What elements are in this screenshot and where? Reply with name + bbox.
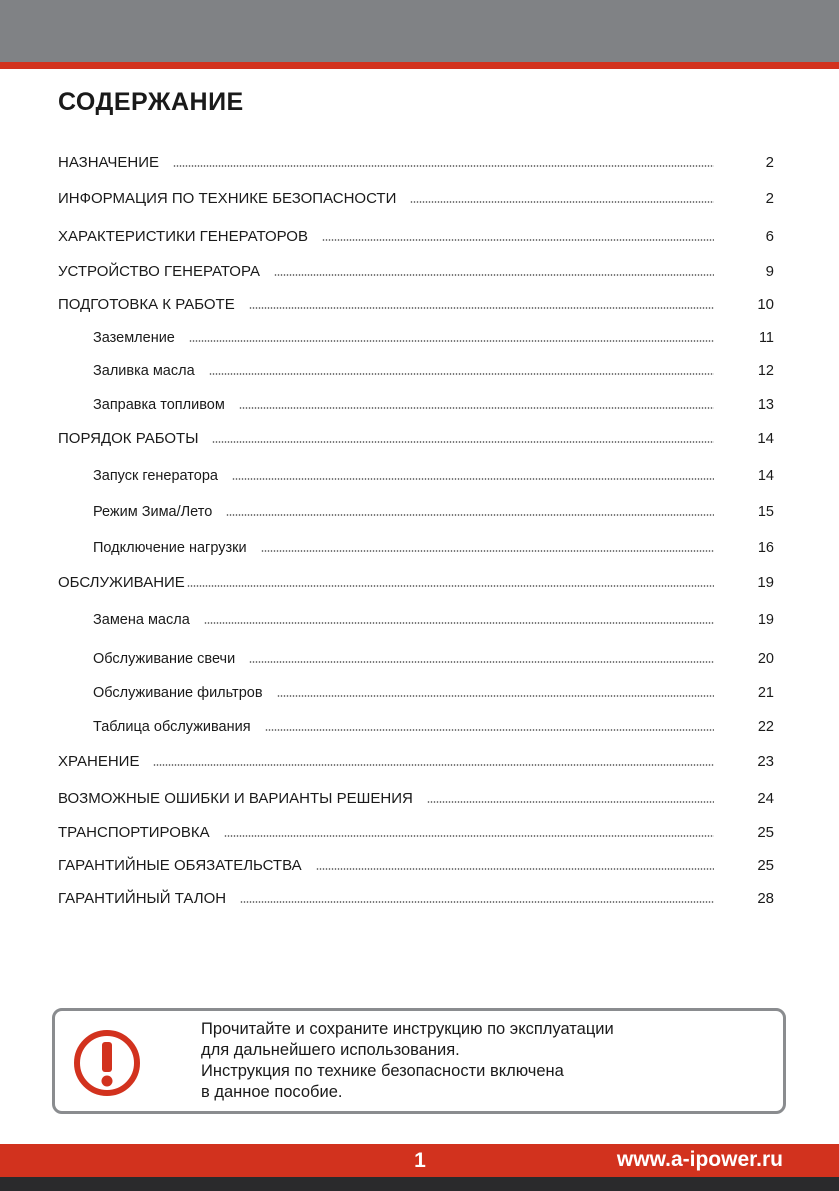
toc-entry-label: Запуск генератора (93, 468, 218, 484)
toc-leader-dots (240, 900, 714, 904)
toc-subentry[interactable] (93, 607, 774, 629)
toc-entry-page: 12 (757, 363, 774, 379)
toc-subentry[interactable] (93, 392, 774, 414)
toc-entry-page: 16 (757, 540, 774, 556)
toc-entry-page: 10 (757, 296, 774, 313)
toc-entry-label: Обслуживание фильтров (93, 685, 263, 701)
toc-entry-label: ОБСЛУЖИВАНИЕ (58, 574, 185, 591)
toc-entry-page: 9 (765, 263, 774, 280)
toc-entry-page: 21 (757, 685, 774, 701)
toc-entry-page: 6 (765, 228, 774, 245)
toc-entry-page: 25 (757, 824, 774, 841)
toc-entry-label: ГАРАНТИЙНЫЙ ТАЛОН (58, 890, 227, 907)
toc-subentry[interactable] (93, 680, 774, 702)
toc-entry-page: 25 (757, 857, 774, 874)
toc-entry-label: НАЗНАЧЕНИЕ (58, 154, 160, 171)
toc-leader-dots (249, 306, 714, 310)
toc-entry[interactable] (58, 224, 774, 246)
footer-dark-stripe (0, 1177, 839, 1191)
toc-entry-page: 2 (765, 154, 774, 171)
toc-leader-dots (274, 273, 714, 277)
toc-leader-dots (204, 621, 714, 625)
toc-leader-dots (427, 800, 714, 804)
toc-entry-page: 13 (757, 397, 774, 413)
toc-entry[interactable] (58, 570, 774, 592)
website-link[interactable]: www.a-ipower.ru (616, 1148, 783, 1171)
toc-entry[interactable] (58, 150, 774, 172)
toc-leader-dots (189, 339, 714, 343)
toc-subentry[interactable] (93, 463, 774, 485)
toc-entry-label: Заправка топливом (93, 397, 225, 413)
toc-entry-page: 11 (758, 330, 774, 346)
toc-entry-page: 28 (757, 890, 774, 907)
notice-line: для дальнейшего использования. (201, 1041, 460, 1059)
toc-entry-label: Режим Зима/Лето (93, 504, 213, 520)
toc-entry-label: ВОЗМОЖНЫЕ ОШИБКИ И ВАРИАНТЫ РЕШЕНИЯ (58, 790, 413, 807)
exclamation-circle-icon (71, 1027, 143, 1099)
page-title: СОДЕРЖАНИЕ (58, 88, 244, 116)
toc-leader-dots (212, 440, 714, 444)
toc-leader-dots (249, 660, 714, 664)
toc-subentry[interactable] (93, 358, 774, 380)
toc-entry-page: 24 (757, 790, 774, 807)
toc-leader-dots (224, 834, 714, 838)
toc-entry[interactable] (58, 786, 774, 808)
toc-entry[interactable] (58, 426, 774, 448)
toc-subentry[interactable] (93, 535, 774, 557)
toc-entry[interactable] (58, 186, 774, 208)
toc-subentry[interactable] (93, 499, 774, 521)
toc-entry-label: ХРАНЕНИЕ (58, 753, 140, 770)
toc-leader-dots (239, 406, 714, 410)
toc-entry-page: 22 (757, 719, 774, 735)
toc-entry-label: ПОРЯДОК РАБОТЫ (58, 430, 199, 447)
toc-entry-page: 14 (757, 468, 774, 484)
toc-entry[interactable] (58, 749, 774, 771)
page-number: 1 (414, 1149, 426, 1172)
toc-entry-page: 20 (757, 651, 774, 667)
toc-entry-page: 15 (757, 504, 774, 520)
toc-entry-label: Замена масла (93, 612, 190, 628)
toc-entry[interactable] (58, 886, 774, 908)
toc-leader-dots (209, 372, 714, 376)
toc-leader-dots (316, 867, 714, 871)
notice-text (201, 1019, 614, 1103)
toc-entry-label: Подключение нагрузки (93, 540, 247, 556)
toc-leader-dots (232, 477, 714, 481)
toc-entry-page: 2 (765, 190, 774, 207)
toc-entry-page: 14 (757, 430, 774, 447)
toc-leader-dots (410, 200, 714, 204)
toc-entry-label: ГАРАНТИЙНЫЕ ОБЯЗАТЕЛЬСТВА (58, 857, 302, 874)
toc-leader-dots (226, 513, 714, 517)
header-accent-stripe (0, 62, 839, 69)
toc-subentry[interactable] (93, 646, 774, 668)
toc-leader-dots (153, 763, 714, 767)
notice-line: Прочитайте и сохраните инструкцию по эксплуатации (201, 1020, 614, 1038)
toc-leader-dots (173, 164, 714, 168)
toc-entry-label: УСТРОЙСТВО ГЕНЕРАТОРА (58, 263, 260, 280)
toc-entry-page: 23 (757, 753, 774, 770)
notice-line: Инструкция по технике безопасности включена (201, 1062, 564, 1080)
toc-subentry[interactable] (93, 714, 774, 736)
toc-leader-dots (187, 584, 714, 588)
toc-entry-label: Заземление (93, 330, 175, 346)
toc-leader-dots (265, 728, 714, 732)
toc-entry-label: Обслуживание свечи (93, 651, 236, 667)
toc-entry[interactable] (58, 820, 774, 842)
safety-notice-box (52, 1008, 786, 1114)
header-band (0, 0, 839, 62)
toc-entry-label: Заливка масла (93, 363, 195, 379)
toc-entry-page: 19 (757, 574, 774, 591)
notice-line: в данное пособие. (201, 1083, 343, 1101)
toc-leader-dots (261, 549, 714, 553)
toc-entry[interactable] (58, 292, 774, 314)
toc-entry-label: ХАРАКТЕРИСТИКИ ГЕНЕРАТОРОВ (58, 228, 308, 245)
toc-entry[interactable] (58, 853, 774, 875)
toc-subentry[interactable] (93, 325, 774, 347)
toc-entry-page: 19 (757, 612, 774, 628)
toc-leader-dots (277, 694, 714, 698)
toc-entry-label: ТРАНСПОРТИРОВКА (58, 824, 210, 841)
toc-leader-dots (322, 238, 714, 242)
toc-entry-label: Таблица обслуживания (93, 719, 251, 735)
toc-entry-label: ИНФОРМАЦИЯ ПО ТЕХНИКЕ БЕЗОПАСНОСТИ (58, 190, 397, 207)
toc-entry-label: ПОДГОТОВКА К РАБОТЕ (58, 296, 235, 313)
toc-entry[interactable] (58, 259, 774, 281)
